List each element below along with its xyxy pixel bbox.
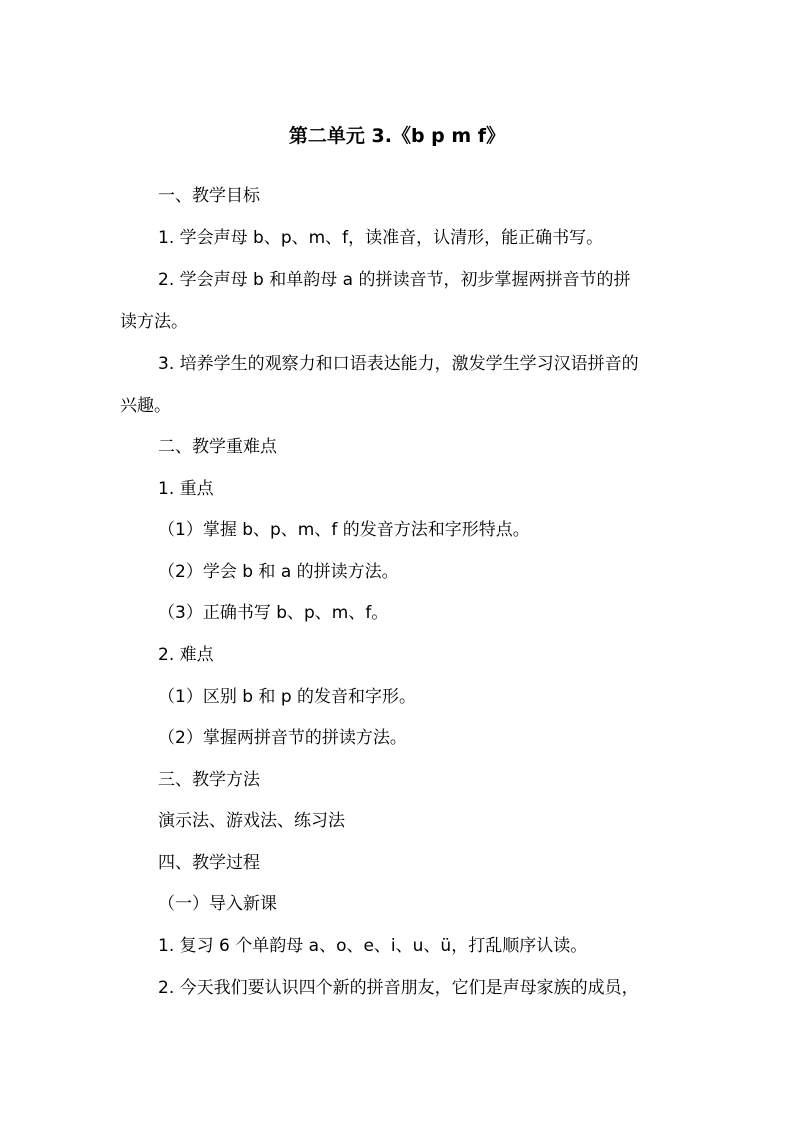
objective-3: 3. 培养学生的观察力和口语表达能力，激发学生学习汉语拼音的 xyxy=(158,354,639,374)
section-heading-methods: 三、教学方法 xyxy=(158,770,260,790)
objective-1: 1. 学会声母 b、p、m、f，读准音，认清形，能正确书写。 xyxy=(158,228,604,248)
section-heading-key-points: 二、教学重难点 xyxy=(158,437,277,457)
key-point-3: （3）正确书写 b、p、m、f。 xyxy=(158,603,389,623)
section-heading-objectives: 一、教学目标 xyxy=(158,186,260,206)
objective-2: 2. 学会声母 b 和单韵母 a 的拼读音节，初步掌握两拼音节的拼 xyxy=(158,270,631,290)
process-step-1: 1. 复习 6 个单韵母 a、o、e、i、u、ü，打乱顺序认读。 xyxy=(158,936,588,956)
objective-3-continued: 兴趣。 xyxy=(120,396,171,416)
methods-list: 演示法、游戏法、练习法 xyxy=(158,811,345,831)
objective-2-continued: 读方法。 xyxy=(120,312,188,332)
process-step-2: 2. 今天我们要认识四个新的拼音朋友，它们是声母家族的成员， xyxy=(158,978,639,998)
section-heading-process: 四、教学过程 xyxy=(158,853,260,873)
difficulty-1: （1）区别 b 和 p 的发音和字形。 xyxy=(158,687,417,707)
document-title: 第二单元 3.《b p m f》 xyxy=(288,125,506,147)
subheading-key-points: 1. 重点 xyxy=(158,479,214,499)
key-point-2: （2）学会 b 和 a 的拼读方法。 xyxy=(158,562,399,582)
subheading-difficulties: 2. 难点 xyxy=(158,645,214,665)
key-point-1: （1）掌握 b、p、m、f 的发音方法和字形特点。 xyxy=(158,520,530,540)
subheading-introduction: （一）导入新课 xyxy=(158,894,277,914)
difficulty-2: （2）掌握两拼音节的拼读方法。 xyxy=(158,728,407,748)
